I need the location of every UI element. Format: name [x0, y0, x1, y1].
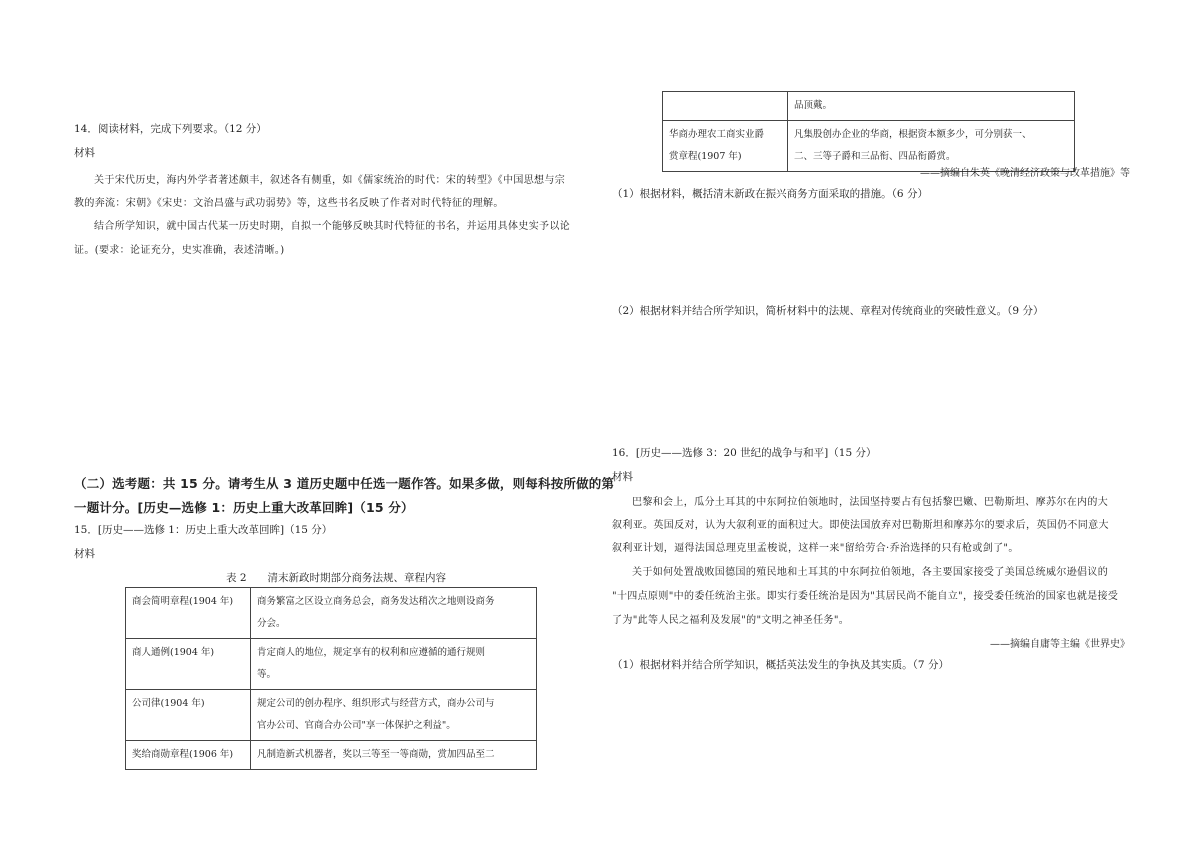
- table-row: [126, 588, 537, 639]
- table-cell-name: [663, 92, 788, 121]
- regulations-table: [125, 587, 537, 770]
- q15-material-label: 材料: [74, 548, 95, 560]
- table-row: [126, 639, 537, 690]
- q14-material-label: 材料: [74, 147, 95, 159]
- source-citation-1: ——摘编自朱英《晚清经济政策与改革措施》等: [920, 168, 1130, 179]
- regulations-table-continued: [662, 91, 1075, 172]
- q15-title: 15．[历史——选修 1：历史上重大改革回眸]（15 分）: [74, 524, 333, 536]
- q16-subquestion-1: （1）根据材料并结合所学知识，概括英法发生的争执及其实质。（7 分）: [612, 659, 949, 671]
- q14-para1-line1: 关于宋代历史，海内外学者著述颇丰，叙述各有侧重，如《儒家统治的时代：宋的转型》《中国思想与宗: [94, 175, 566, 186]
- q16-p1-line3: 叙利亚计划，逼得法国总理克里孟梭说，这样一来"留给劳合·乔治选择的只有枪或剑了"。: [612, 543, 1019, 554]
- table-cell-content: 商务繁富之区设立商务总会，商务发达稍次之地则设商务 分会。: [251, 588, 537, 639]
- q16-p1-line1: 巴黎和会上，瓜分土耳其的中东阿拉伯领地时，法国坚持要占有包括黎巴嫩、巴勒斯坦、摩苏尔在内的大: [632, 497, 1109, 508]
- table-cell-name: 公司律(1904 年): [126, 690, 251, 741]
- q16-title: 16．[历史——选修 3：20 世纪的战争与和平]（15 分）: [612, 447, 877, 459]
- q15-subquestion-2: （2）根据材料并结合所学知识，简析材料中的法规、章程对传统商业的突破性意义。（9 分）: [612, 305, 1044, 317]
- q16-p1-line2: 叙利亚。英国反对，认为大叙利亚的面积过大。即使法国放弃对巴勒斯坦和摩苏尔的要求后，英国仍不同意大: [612, 520, 1109, 531]
- section2-line1: （二）选考题：共 15 分。请考生从 3 道历史题中任选一题作答。如果多做，则每科按所做的第: [74, 476, 615, 491]
- table-cell-content: 品顶戴。: [788, 92, 1075, 121]
- table-row: [126, 690, 537, 741]
- q14-para2-line2: 证。(要求：论证充分，史实准确，表述清晰。): [74, 245, 285, 256]
- source-citation-2: ——摘编自庸等主编《世界史》: [990, 639, 1130, 650]
- table-cell-content: 肯定商人的地位，规定享有的权利和应遵循的通行规则 等。: [251, 639, 537, 690]
- table-row: [126, 741, 537, 770]
- table-cell-content: 凡集股创办企业的华商，根据资本额多少，可分别获一、 二、三等子爵和三品衔、四品衔爵赏。: [788, 121, 1075, 172]
- table-cell-name: 商会简明章程(1904 年): [126, 588, 251, 639]
- q16-material-label: 材料: [612, 471, 633, 483]
- table-cell-name: 奖给商勋章程(1906 年): [126, 741, 251, 770]
- q14-title: 14．阅读材料，完成下列要求。（12 分）: [74, 123, 267, 135]
- q14-para1-line2: 教的奔流：宋朝》《宋史：文治昌盛与武功弱势》等，这些书名反映了作者对时代特征的理解。: [74, 198, 504, 209]
- q16-p2-line2: "十四点原则"中的委任统治主张。即实行委任统治是因为"其居民尚不能自立"，接受委任统治的国家也就是接受: [612, 591, 1119, 602]
- q16-p2-line3: 了为"此等人民之福利及发展"的"文明之神圣任务"。: [612, 615, 850, 626]
- table-caption: 表 2 清末新政时期部分商务法规、章程内容: [226, 572, 447, 584]
- table-cell-name: 华商办理农工商实业爵 赏章程(1907 年): [663, 121, 788, 172]
- q16-p2-line1: 关于如何处置战败国德国的殖民地和土耳其的中东阿拉伯领地，各主要国家接受了美国总统威尔逊倡议的: [632, 567, 1109, 578]
- table-cell-content: 凡制造新式机器者，奖以三等至一等商勋，赏加四品至二: [251, 741, 537, 770]
- q15-subquestion-1: （1）根据材料，概括清末新政在振兴商务方面采取的措施。（6 分）: [612, 188, 928, 200]
- section2-line2: 一题计分。[历史—选修 1：历史上重大改革回眸]（15 分）: [74, 500, 414, 515]
- table-row: [663, 92, 1075, 121]
- table-cell-content: 规定公司的创办程序、组织形式与经营方式，商办公司与 官办公司、官商合办公司"享一体保护之利益"。: [251, 690, 537, 741]
- table-cell-name: 商人通例(1904 年): [126, 639, 251, 690]
- q14-para2-line1: 结合所学知识，就中国古代某一历史时期，自拟一个能够反映其时代特征的书名，并运用具体史实予以论: [94, 221, 571, 232]
